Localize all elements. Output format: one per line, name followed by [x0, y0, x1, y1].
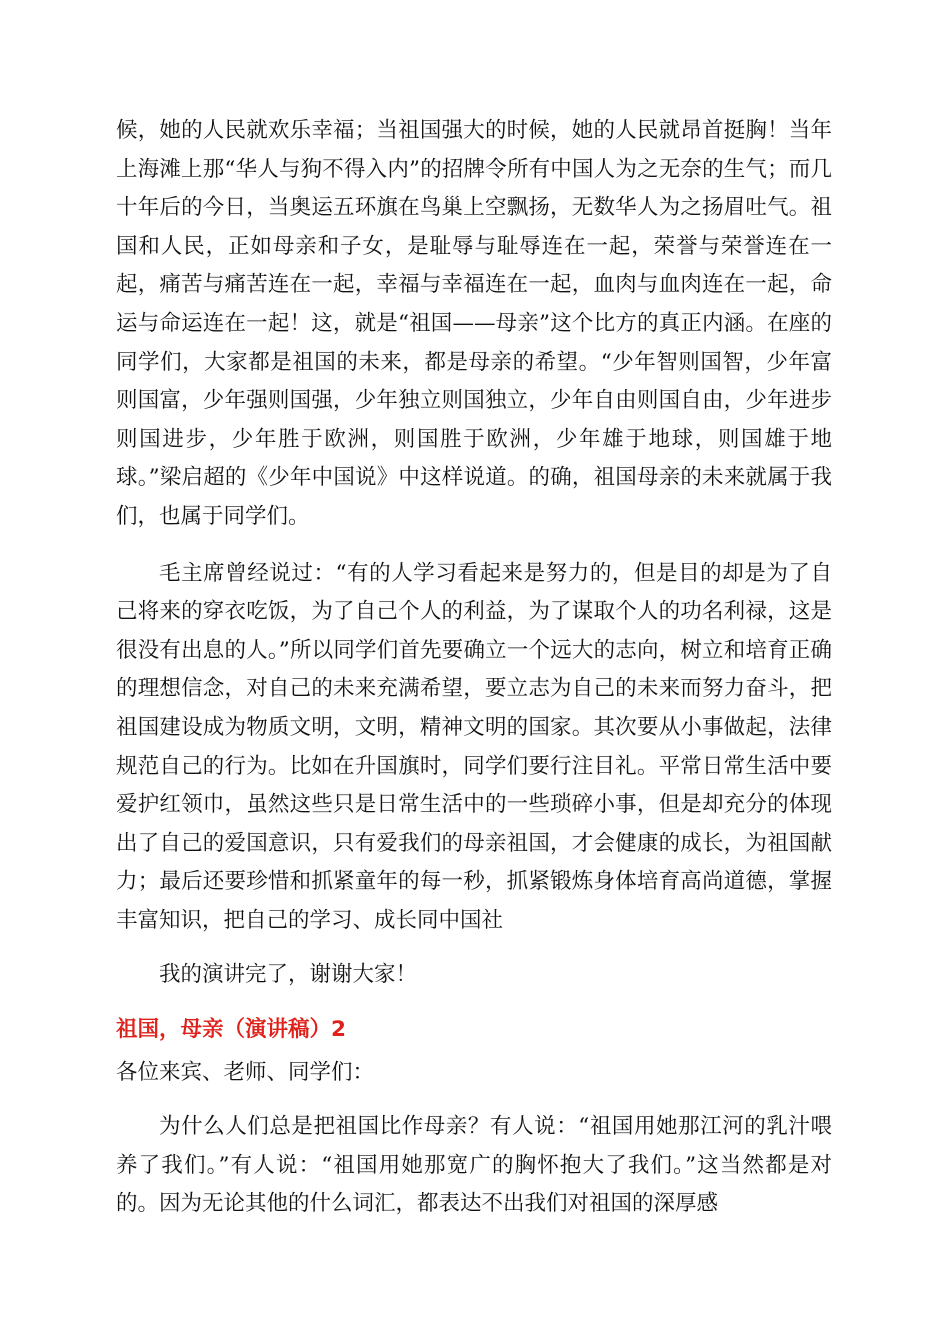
body-paragraph-3: 为什么人们总是把祖国比作母亲？有人说：“祖国用她那江河的乳汁喂养了我们。”有人说：“祖国用她那宽广的胸怀抱大了我们。”这当然都是对的。因为无论其他的什么词汇，都表达不出我们对祖国的深厚感 [116, 1114, 832, 1217]
document-page [116, 112, 832, 1224]
section-heading: 祖国，母亲（演讲稿）2 [116, 1017, 346, 1043]
closing-remark: 我的演讲完了，谢谢大家！ [159, 962, 418, 988]
salutation: 各位来宾、老师、同学们： [116, 1059, 375, 1085]
body-paragraph-2: 毛主席曾经说过：“有的人学习看起来是努力的，但是目的却是为了自己将来的穿衣吃饭，为了自己个人的利益，为了谋取个人的功名利禄，这是很没有出息的人。”所以同学们首先要确立一个远大的志向，树立和培育正确的理想信念，对自己的未来充满希望，要立志为自己的未来而努力奋斗，把祖国建设成为物质文明，文明，精神文明的国家。其次要从小事做起，法律规范自己的行为。比如在升国旗时，同学们要行注目礼。平常日常生活中要爱护红领巾，虽然这些只是日常生活中的一些琐碎小事，但是却充分的体现出了自己的爱国意识，只有爱我们的母亲祖国，才会健康的成长，为祖国献力；最后还要珍惜和抓紧童年的每一秒，抓紧锻炼身体培育高尚道德，掌握丰富知识，把自己的学习、成长同中国社 [116, 560, 832, 933]
body-paragraph-1: 候，她的人民就欢乐幸福；当祖国强大的时候，她的人民就昂首挺胸！当年上海滩上那“华人与狗不得入内”的招牌令所有中国人为之无奈的生气；而几十年后的今日，当奥运五环旗在鸟巢上空飘扬，无数华人为之扬眉吐气。祖国和人民，正如母亲和子女，是耻辱与耻辱连在一起，荣誉与荣誉连在一起，痛苦与痛苦连在一起，幸福与幸福连在一起，血肉与血肉连在一起，命运与命运连在一起！这，就是“祖国——母亲”这个比方的真正内涵。在座的同学们，大家都是祖国的未来，都是母亲的希望。“少年智则国智，少年富则国富，少年强则国强，少年独立则国独立，少年自由则国自由，少年进步则国进步，少年胜于欧洲，则国胜于欧洲，少年雄于地球，则国雄于地球。”梁启超的《少年中国说》中这样说道。的确，祖国母亲的未来就属于我们，也属于同学们。 [116, 118, 832, 529]
